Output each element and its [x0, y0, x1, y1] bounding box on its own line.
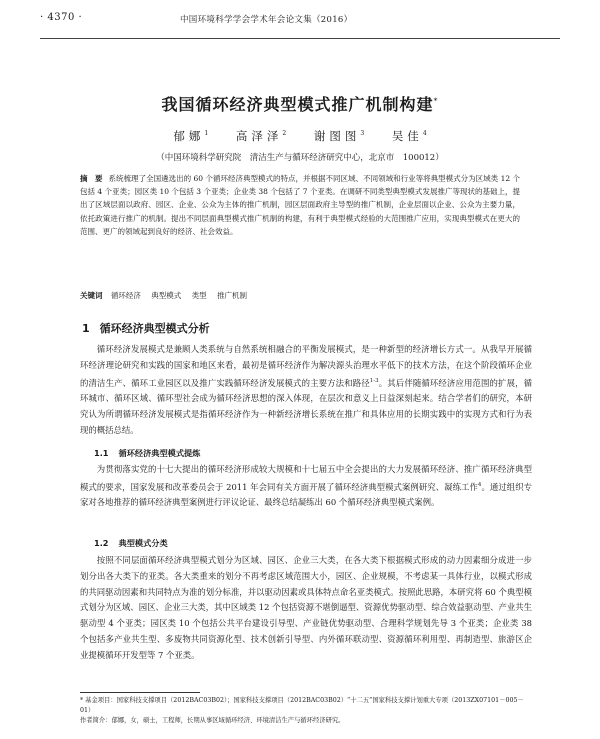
header-rule	[40, 38, 560, 39]
author	[236, 128, 286, 144]
author-name: 吴佳	[391, 129, 423, 143]
author-mark: 1	[204, 130, 209, 138]
running-header	[40, 12, 560, 30]
title-footnote-mark: *	[433, 96, 439, 106]
keyword: 类型	[191, 291, 207, 300]
abstract-label: 摘 要	[80, 174, 103, 183]
author	[173, 128, 208, 144]
affiliation: （中国环境科学研究院 清洁生产与循环经济研究中心，北京市 100012）	[156, 153, 444, 163]
article-title-text: 我国循环经济典型模式推广机制构建	[161, 95, 434, 114]
footnotes	[80, 696, 530, 726]
author-mark: 4	[422, 130, 427, 138]
paragraph-text: 为贯彻落实党的十七大提出的循环经济形成较大规模和十七届五中全会提出的大力发展循环经济、推广循环经济典型模式的要求，国家发展和改革委员会于 2011 年会同有关方面开展了循环经济典型模式案例研究、凝练工作	[80, 464, 532, 492]
keywords-label: 关键词	[80, 291, 103, 300]
author-mark: 3	[360, 130, 365, 138]
author-name: 郁娜	[173, 129, 205, 143]
section-heading	[82, 320, 210, 336]
author-name: 高泽泽	[235, 129, 283, 143]
author-list	[40, 128, 560, 144]
abstract	[80, 172, 520, 238]
keywords	[80, 290, 520, 302]
citation: 1-3	[369, 377, 379, 384]
author	[392, 128, 427, 144]
citation: 4	[477, 481, 482, 488]
keyword: 典型模式	[151, 291, 182, 300]
subsection-title: 循环经济典型模式提炼	[118, 448, 201, 458]
subsection-title: 典型模式分类	[118, 538, 168, 548]
author-mark: 2	[282, 130, 287, 138]
body-paragraph	[80, 462, 532, 511]
page-number: · 4370 ·	[40, 12, 83, 23]
subsection-number: 1.2	[94, 538, 109, 548]
body-paragraph	[80, 342, 532, 439]
keyword: 推广机制	[217, 291, 248, 300]
subsection-heading	[94, 538, 168, 549]
journal-title: 中国环境科学学会学术年会论文集（2016）	[180, 15, 353, 25]
section-title: 循环经济典型模式分析	[99, 322, 210, 335]
author	[314, 128, 364, 144]
subsection-heading	[94, 448, 200, 459]
keyword: 循环经济	[110, 291, 141, 300]
article-title	[40, 92, 560, 115]
abstract-text: 系统梳理了全国遴选出的 60 个循环经济典型模式的特点，并根据不同区域、不同领域和行业等将典型模式分为区域类 12 个包括 4 个亚类；园区类 10 个包括 3 个亚类；企业类 38 个包括了 7 个亚类。在调研不同类型典型模式发展推广等现状的基础上，提出了区域层面以政府、园区、企业、公众为主体的推广机制，园区层面政府主导型的推广机制，企业层面以企业、公众为主要力量，依托政策进行推广的机制。提出不同层面典型模式推广机制的构建，有利于典型模式经验的大范围推广应用，实现典型模式在更大的范围、更广的领域起到良好的经济、社会效益。	[80, 174, 521, 236]
footnote-rule	[80, 692, 200, 693]
fund-footnote: * 基金项目：国家科技支撑项目（2012BAC03B02）；国家科技支撑项目（2012BAC03B02）“十二五”国家科技支撑计划重大专项（2013ZX07101－005－01）	[80, 697, 524, 714]
body-paragraph: 按照不同层面循环经济典型模式划分为区域、园区、企业三大类，在各大类下根据模式形成的动力因素细分成进一步划分出各大类下的亚类。各大类重来的划分不再考虑区域范围大小，园区、企业规模，不考虑某一具体行业，以模式形成的共同驱动因素和共同特点为准的划分标准，并以驱动因素或具体特点命名亚类模式。按照此思路，本研究将 60 个典型模式划分为区域、园区、企业三大类，其中区域类 12 个包括资源不堪倒逼型、资源优势驱动型、综合效益驱动型、产业共生驱动型 4 个亚类；园区类 10 个包括公共平台建设引导型、产业链优势驱动型、合理科学规划先导 3 个亚类；企业类 38 个包括多产业共生型、多废物共同资源化型、技术创新引导型、内外循环联动型、资源循环利用型、再制造型、旅游区企业提模循环开发型等 7 个亚类。	[80, 555, 532, 660]
paragraph-text: 。通过组织专家对各地推荐的循环经济典型案例进行评议论证、最终总结凝练出 60 个循环经济典型模式案例。	[80, 481, 532, 508]
paragraph-text: 循环经济发展模式是兼顾人类系统与自然系统相融合的平衡发展模式，是一种新型的经济增长方式一。从我早开展循环经济理论研究和实践的国家和地区来看，最初是循环经济作为解决源头治理水平低下的技术方法，在这个阶段循环企业的清洁生产、循环工业园区以及推广实践循环经济发展模式的主要方法和路径	[80, 344, 532, 388]
section-number: 1	[82, 322, 90, 335]
paragraph-text: 。其后伴随循环经济应用范围的扩展，循环城市、循环区域、循环型社会成为循环经济思想的深入体现，在层次和意义上日益深刻起来。结合学者们的研究，本研究认为所谓循环经济发展模式是指循环经济作为一种新经济增长系统在推广和具体应用的长期实践中的实现方式和行为表现的概括总结。	[80, 377, 533, 435]
subsection-number: 1.1	[94, 448, 109, 458]
author-footnote: 作者简介：郁娜，女，硕士，工程师，长期从事区域循环经济、环境清洁生产与循环经济研究。	[80, 717, 345, 724]
author-name: 谢图图	[313, 129, 361, 143]
